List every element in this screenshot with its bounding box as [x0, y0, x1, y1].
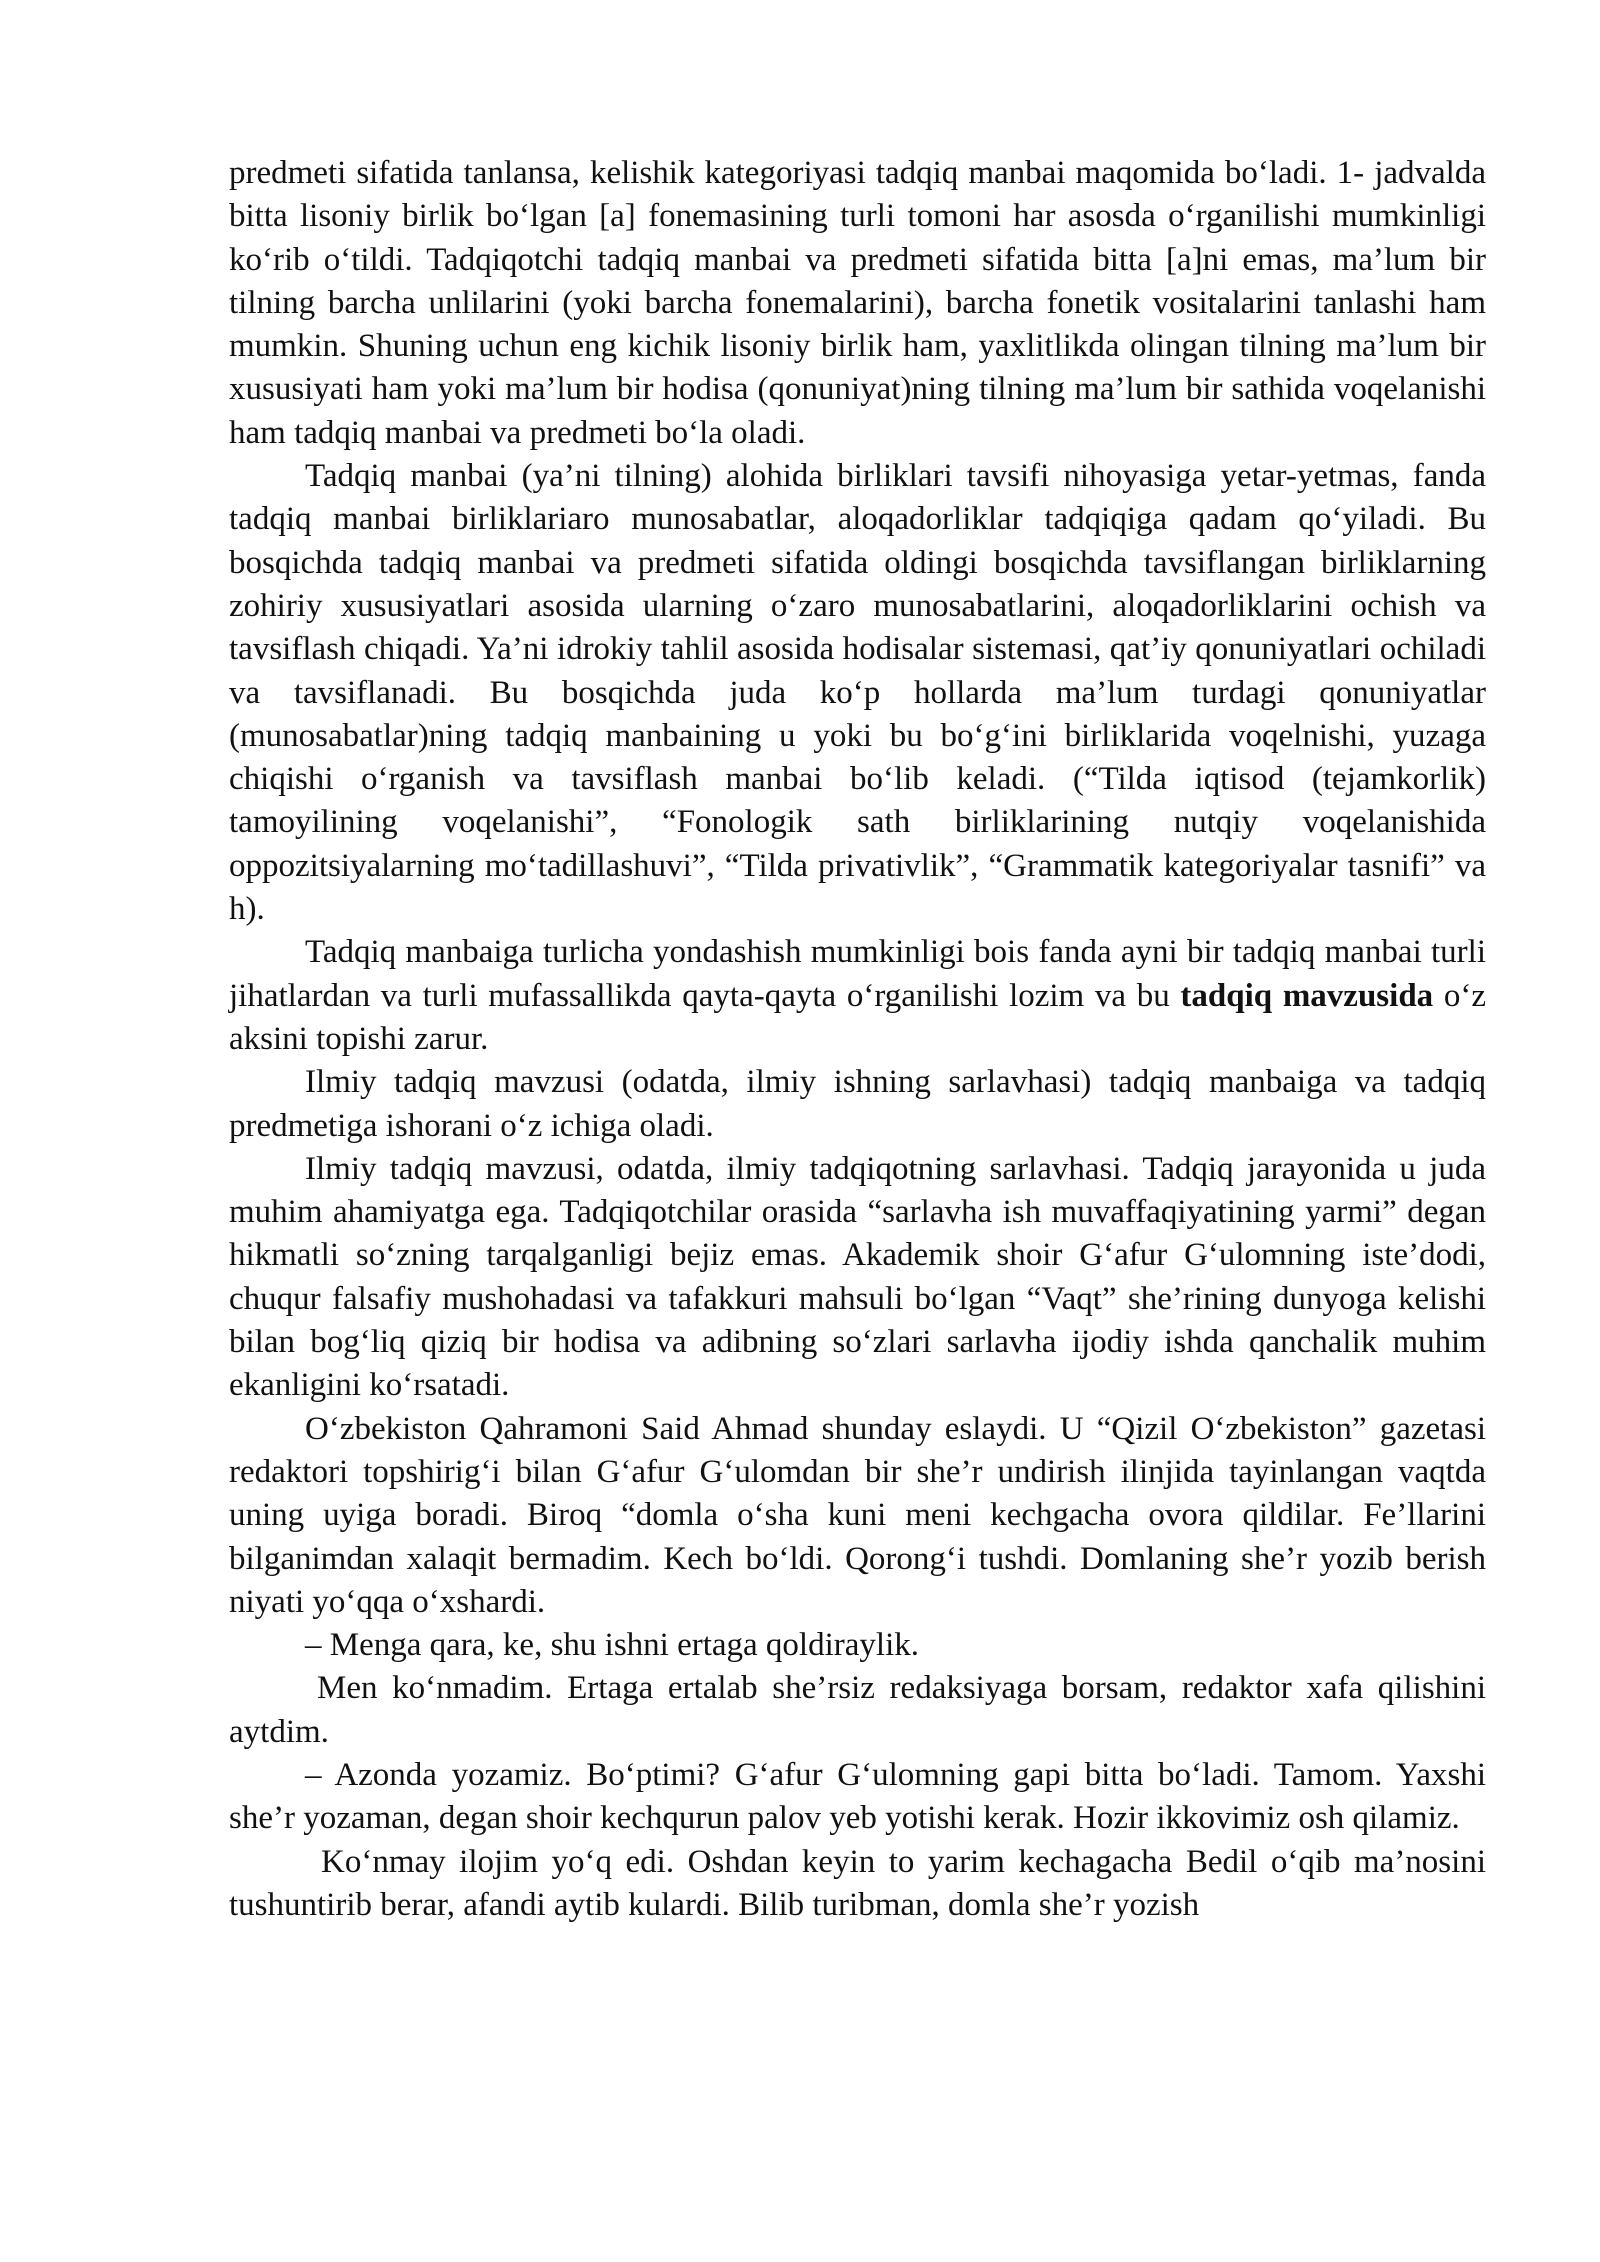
- paragraph-5: Ilmiy tadqiq mavzusi, odatda, ilmiy tadqiqotning sarlavhasi. Tadqiq jarayonida u juda muhim ahamiyatga ega. Tadqiqotchilar orasida “sarlavha ish muvaffaqiyatining yarmi” degan hikmatli so‘zning tarqalganligi bejiz emas. Akademik shoir G‘afur G‘ulomning iste’dodi, chuqur falsafiy mushohadasi va tafakkuri mahsuli bo‘lgan “Vaqt” she’rining dunyoga kelishi bilan bog‘liq qiziq bir hodisa va adibning so‘zlari sarlavha ijodiy ishda qanchalik muhim ekanligini ko‘rsatadi.: [229, 1150, 1486, 1404]
- emphasis-term: tadqiq mavzusida: [1180, 977, 1434, 1014]
- paragraph-4: Ilmiy tadqiq mavzusi (odatda, ilmiy ishning sarlavhasi) tadqiq manbaiga va tadqiq predmetiga ishorani o‘z ichiga oladi.: [229, 1064, 1486, 1144]
- paragraph-3-tail: o‘z aksini topishi zarur.: [229, 977, 1487, 1057]
- paragraph-8: Men ko‘nmadim. Ertaga ertalab she’rsiz redaksiyaga borsam, redaktor xafa qilishini aytdim.: [229, 1670, 1486, 1750]
- paragraph-3: [229, 931, 1486, 1061]
- paragraph-6: O‘zbekiston Qahramoni Said Ahmad shunday eslaydi. U “Qizil O‘zbekiston” gazetasi redaktori topshirig‘i bilan G‘afur G‘ulomdan bir she’r undirish ilinjida tayinlangan vaqtda uning uyiga boradi. Biroq “domla o‘sha kuni meni kechgacha ovora qildilar. Fe’llarini bilganimdan xalaqit bermadim. Kech bo‘ldi. Qorong‘i tushdi. Domlaning she’r yozib berish niyati yo‘qqa o‘xshardi.: [229, 1410, 1486, 1620]
- body-text: [229, 152, 1486, 1927]
- paragraph-10: Ko‘nmay ilojim yo‘q edi. Oshdan keyin to yarim kechagacha Bedil o‘qib ma’nosini tushuntirib berar, afandi aytib kulardi. Bilib turibman, domla she’r yozish: [229, 1843, 1486, 1923]
- paragraph-2: Tadqiq manbai (ya’ni tilning) alohida birliklari tavsifi nihoyasiga yetar-yetmas, fanda tadqiq manbai birliklariaro munosabatlar, aloqadorliklar tadqiqiga qadam qo‘yiladi. Bu bosqichda tadqiq manbai va predmeti sifatida oldingi bosqichda tavsiflangan birliklarning zohiriy xususiyatlari asosida ularning o‘zaro munosabatlarini, aloqadorliklarini ochish va tavsiflash chiqadi. Ya’ni idrokiy tahlil asosida hodisalar sistemasi, qat’iy qonuniyatlari ochiladi va tavsiflanadi. Bu bosqichda juda ko‘p hollarda ma’lum turdagi qonuniyatlar (munosabatlar)ning tadqiq manbaining u yoki bu bo‘g‘ini birliklarida voqelnishi, yuzaga chiqishi o‘rganish va tavsiflash manbai bo‘lib keladi. (“Tilda iqtisod (tejamkorlik) tamoyilining voqelanishi”, “Fonologik sath birliklarining nutqiy voqelanishida oppozitsiyalarning mo‘tadillashuvi”, “Tilda privativlik”, “Grammatik kategoriyalar tasnifi” va h).: [229, 458, 1486, 928]
- paragraph-1: predmeti sifatida tanlansa, kelishik kategoriyasi tadqiq manbai maqomida bo‘ladi. 1- jadvalda bitta lisoniy birlik bo‘lgan [a] fonemasining turli tomoni har asosda o‘rganilishi mumkinligi ko‘rib o‘tildi. Tadqiqotchi tadqiq manbai va predmeti sifatida bitta [a]ni emas, ma’lum bir tilning barcha unlilarini (yoki barcha fonemalarini), barcha fonetik vositalarini tanlashi ham mumkin. Shuning uchun eng kichik lisoniy birlik ham, yaxlitlikda olingan tilning ma’lum bir xususiyati ham yoki ma’lum bir hodisa (qonuniyat)ning tilning ma’lum bir sathida voqelanishi ham tadqiq manbai va predmeti bo‘la oladi.: [229, 155, 1486, 451]
- paragraph-3-lead: Tadqiq manbaiga turlicha yondashish mumkinligi bois fanda ayni bir tadqiq manbai turli jihatlardan va turli mufassallikda qayta-qayta o‘rganilishi lozim va bu: [229, 934, 1486, 1014]
- dialogue-line-2: – Azonda yozamiz. Bo‘ptimi? G‘afur G‘ulomning gapi bitta bo‘ladi. Tamom. Yaxshi she’r yozaman, degan shoir kechqurun palov yeb yotishi kerak. Hozir ikkovimiz osh qilamiz.: [229, 1756, 1486, 1837]
- dialogue-line-1: – Menga qara, ke, shu ishni ertaga qoldiraylik.: [305, 1627, 919, 1664]
